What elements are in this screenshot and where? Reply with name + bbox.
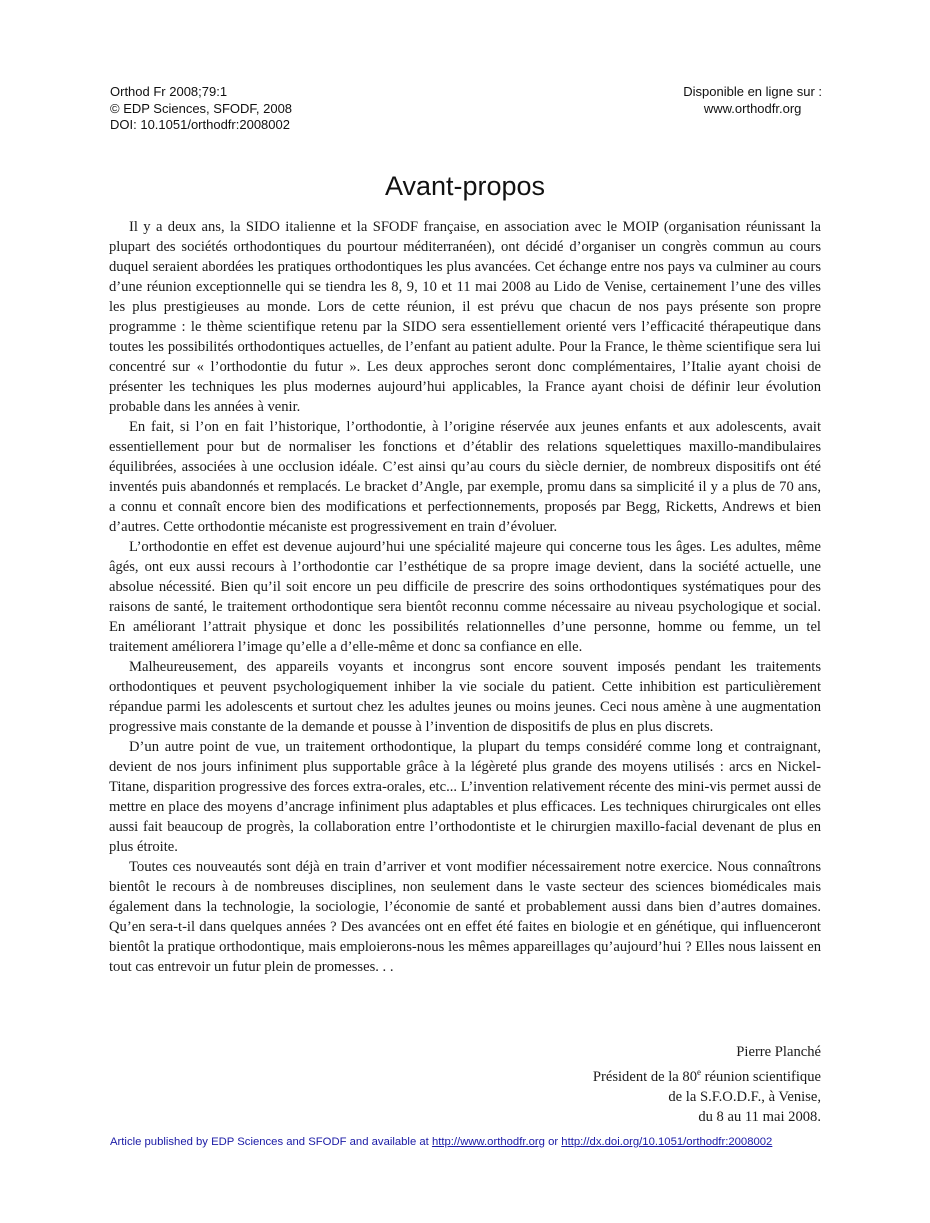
availability-block (683, 84, 822, 117)
doi-link[interactable]: http://dx.doi.org/10.1051/orthodfr:2008002 (561, 1136, 773, 1148)
event-dates: du 8 au 11 mai 2008. (698, 1108, 821, 1125)
doi-line: DOI: 10.1051/orthodfr:2008002 (110, 117, 290, 132)
author-name: Pierre Planché (736, 1044, 821, 1060)
role-prefix: Président de la 80 (592, 1068, 698, 1085)
paragraph: Toutes ces nouveautés sont déjà en train d’arriver et vont modifier nécessairement notre exercice. Nous connaîtrons bientôt le recours à de nombreuses disciplines, non seulement dans le vaste secteur des sciences biomédicales mais également dans la technologie, la sociologie, l’économie de santé et probablement aussi dans bien d’autres domaines. Qu’en sera-t-il dans quelques années ? Des avancées ont en effet été faites en biologie et en génétique, qui influenceront bientôt la pratique orthodontique, mais emploierons-nous les mêmes appareillages qu’aujourd’hui ? Elles nous laissent en tout cas entrevoir un futur plein de promesses. . . (109, 859, 821, 975)
article-body (109, 217, 821, 977)
footer-middle: or (544, 1136, 562, 1148)
page-title: Avant-propos (384, 171, 546, 201)
paragraph: D’un autre point de vue, un traitement orthodontique, la plupart du temps considéré comme long et contraignant, devient de nos jours infiniment plus supportable grâce à la légèreté plus grande des moyens utilisés : arcs en Nickel-Titane, disparition progressive des forces extra-orales, etc... L’invention relativement récente des mini-vis permet aussi de mettre en place des moyens d’ancrage infiniment plus adaptables et plus efficaces. Les techniques chirurgicales ont elles aussi fait beaucoup de progrès, la collaboration entre l’orthodontiste et le chirurgien maxillo-facial devenant de plus en plus étroite. (109, 739, 821, 855)
signature-block (593, 1042, 821, 1127)
journal-citation: Orthod Fr 2008;79:1 (110, 84, 228, 99)
journal-website: www.orthodfr.org (703, 100, 802, 116)
copyright-line: © EDP Sciences, SFODF, 2008 (110, 100, 293, 116)
availability-label: Disponible en ligne sur : (683, 84, 822, 99)
footer-prefix: Article published by EDP Sciences and SFODF and available at (110, 1136, 432, 1148)
role-suffix: réunion scientifique (701, 1068, 821, 1085)
author-organisation: de la S.F.O.D.F., à Venise, (668, 1088, 821, 1105)
paragraph: L’orthodontie en effet est devenue aujourd’hui une spécialité majeure qui concerne tous les âges. Les adultes, même âgés, ont eux aussi recours à l’orthodontie car l’esthétique de sa propre image devient, dans la société actuelle, une absolue nécessité. Bien qu’il soit encore un peu difficile de prescrire des soins orthodontiques systématiques pour des raisons de santé, le traitement orthodontique sera bientôt reconnu comme nécessaire au niveau psychologique et social. En améliorant l’attrait physique et donc les possibilités relationnelles d’une personne, homme ou femme, un tel traitement améliorera l’image qu’elle a d’elle-même et donc sa confiance en elle. (109, 539, 821, 655)
ordinal-suffix: e (697, 1067, 702, 1077)
paragraph: En fait, si l’on en fait l’historique, l’orthodontie, à l’origine réservée aux jeunes enfants et aux adolescents, avait essentiellement pour but de normaliser les fonctions et d’établir des relations squelettiques maxillo-mandibulaires équilibrées, associées à une occlusion idéale. C’est ainsi qu’au cours du siècle dernier, de nombreux dispositifs ont été inventés puis abandonnés et remplacés. Le bracket d’Angle, par exemple, promu dans sa simplicité il y a plus de 70 ans, a connu et connaît encore bien des modifications et perfectionnements, proposés par Begg, Ricketts, Andrews et bien d’autres. Cette orthodontie mécaniste est progressivement en train d’évoluer. (109, 419, 821, 535)
publication-footer (110, 1136, 772, 1148)
citation-block (110, 84, 292, 134)
paragraph: Il y a deux ans, la SIDO italienne et la SFODF française, en association avec le MOIP (organisation réunissant la plupart des sociétés orthodontiques du pourtour méditerranéen), ont décidé d’organiser un congrès commun au cours duquel seraient abordées les pratiques orthodontiques les plus avancées. Cet échange entre nos pays va culminer au cours d’une réunion exceptionnelle qui se tiendra les 8, 9, 10 et 11 mai 2008 au Lido de Venise, certainement l’une des villes les plus prestigieuses au monde. Lors de cette réunion, il est prévu que chacun de nos pays présente son propre programme : le thème scientifique retenu par la SIDO sera essentiellement orienté vers l’efficacité thérapeutique dans toutes les possibilités orthodontiques actuelles, de l’enfant au patient adulte. Pour la France, le thème scientifique sera lui concentré sur « l’orthodontie du futur ». Les deux approches seront donc complémentaires, l’Italie ayant choisi de présenter les techniques les plus modernes aujourd’hui applicables, la France ayant choisi de définir leur évolution probable dans les années à venir. (109, 219, 821, 415)
author-role (593, 1062, 821, 1087)
journal-link[interactable]: http://www.orthodfr.org (431, 1136, 545, 1148)
paragraph: Malheureusement, des appareils voyants et incongrus sont encore souvent imposés pendant les traitements orthodontiques et peuvent psychologiquement inhiber la vie sociale du patient. Cette inhibition est particulièrement répandue parmi les adolescents et surtout chez les adultes jeunes ou moins jeunes. Ceci nous amène à une augmentation progressive mais constante de la demande et pousse à l’invention de dispositifs de plus en plus discrets. (109, 659, 821, 735)
